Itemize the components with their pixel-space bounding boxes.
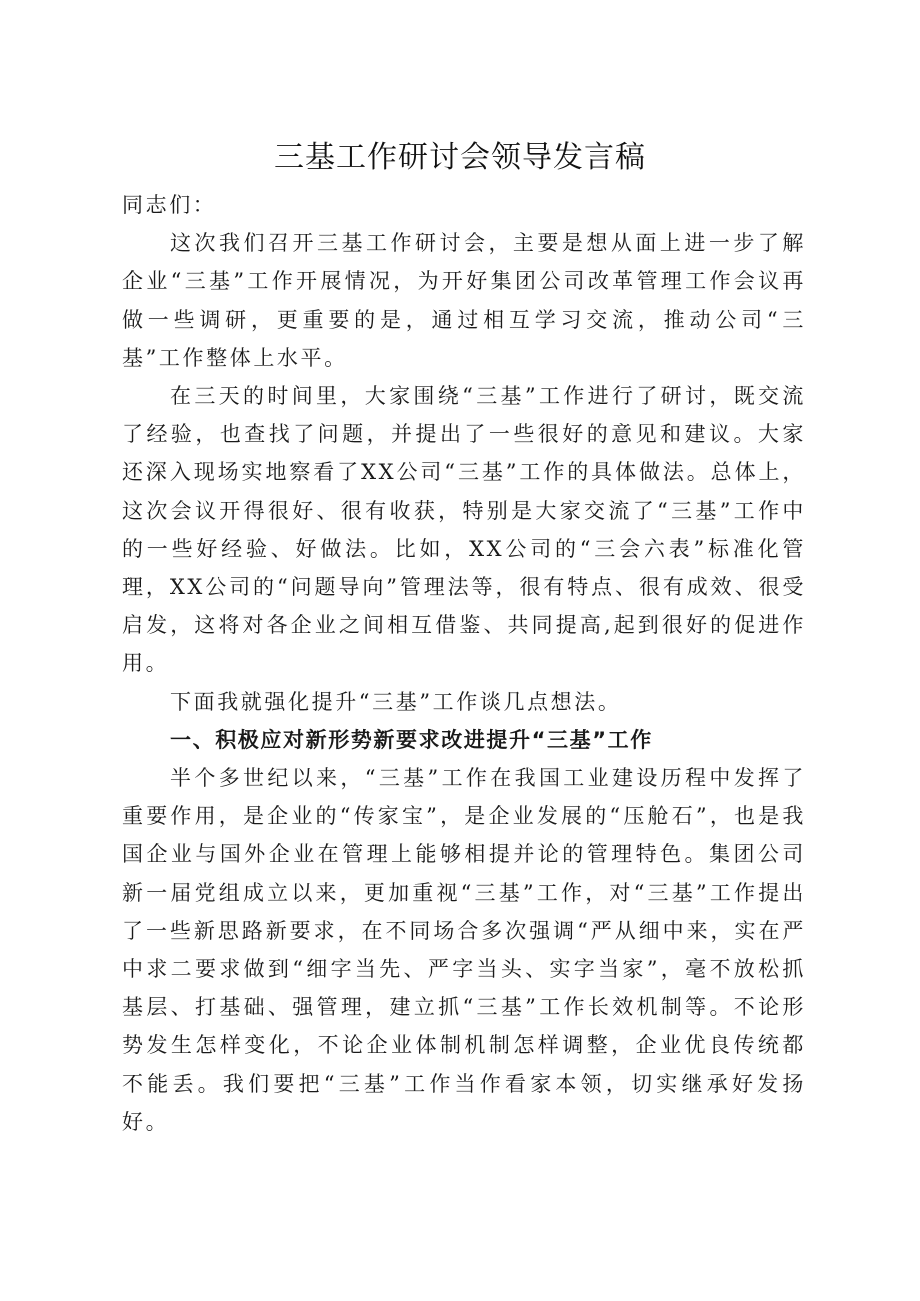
paragraph-transition: 下面我就强化提升“三基”工作谈几点想法。 <box>170 689 622 714</box>
paragraph-review: 在三天的时间里，大家围绕“三基”工作进行了研讨，既交流了经验，也查找了问题，并提出了一些很好的意见和建议。大家还深入现场实地察看了XX公司“三基”工作的具体做法。总体上，这次会议开得很好、很有收获，特别是大家交流了“三基”工作中的一些好经验、好做法。比如，XX公司的“三会六表”标准化管理，XX公司的“问题导向”管理法等，很有特点、很有成效、很受启发，这将对各企业之间相互借鉴、共同提高,起到很好的促进作用。 <box>122 384 806 676</box>
document-title: 三基工作研讨会领导发言稿 <box>274 140 646 175</box>
section-heading: 一、积极应对新形势新要求改进提升“三基”工作 <box>170 727 653 752</box>
section-paragraph: 半个多世纪以来，“三基”工作在我国工业建设历程中发挥了重要作用，是企业的“传家宝”，是企业发展的“压舱石”，也是我国企业与国外企业在管理上能够相提并论的管理特色。集团公司新一届党组成立以来，更加重视“三基”工作，对“三基”工作提出了一些新思路新要求，在不同场合多次强调“严从细中来，实在严中求二要求做到“细字当先、严字当头、实字当家”，毫不放松抓基层、打基础、强管理，建立抓“三基”工作长效机制等。不论形势发生怎样变化，不论企业体制机制怎样调整，企业优良传统都不能丢。我们要把“三基”工作当作看家本领，切实继承好发扬好。 <box>122 766 806 1134</box>
paragraph-intro: 这次我们召开三基工作研讨会，主要是想从面上进一步了解企业“三基”工作开展情况，为开好集团公司改革管理工作会议再做一些调研，更重要的是，通过相互学习交流，推动公司“三基”工作整体上水平。 <box>122 231 806 370</box>
document-body <box>122 186 806 1141</box>
salutation: 同志们： <box>122 193 217 217</box>
